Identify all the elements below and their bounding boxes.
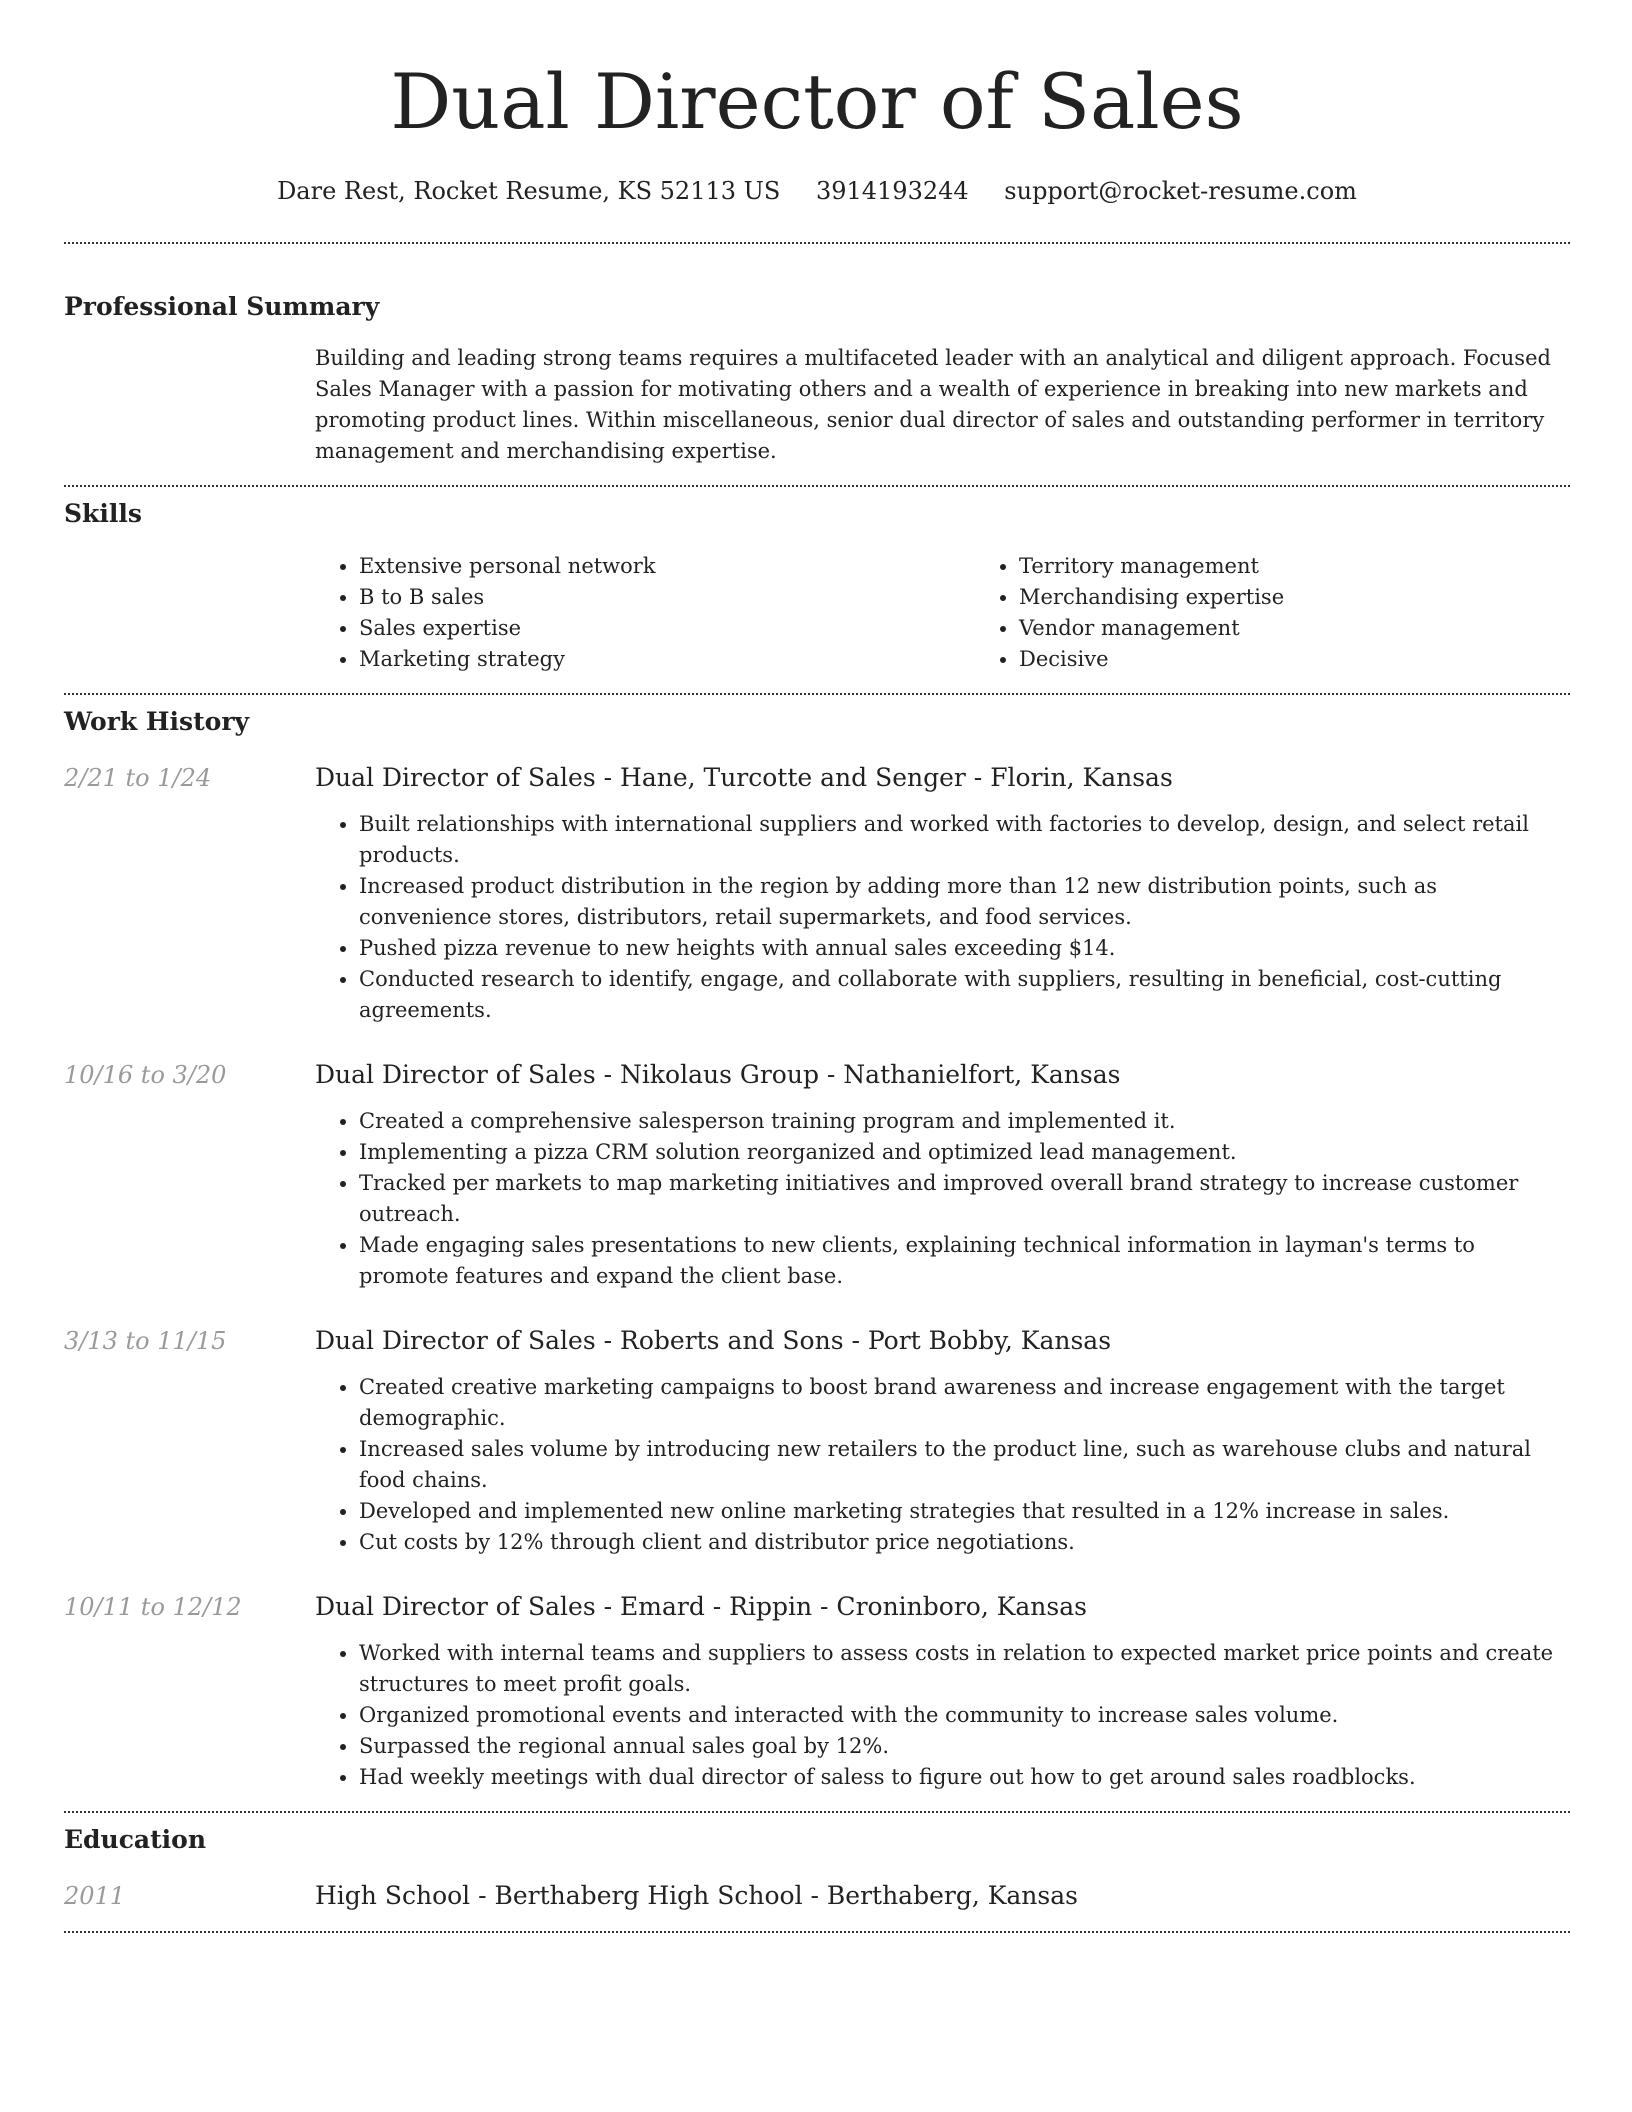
skill-item: • Marketing strategy	[359, 644, 975, 675]
job-bullet: • Made engaging sales presentations to new clients, explaining technical information in layman's terms to promote features and expand the client base.	[359, 1230, 1570, 1292]
skill-item: • B to B sales	[359, 582, 975, 613]
job-dates: 3/13 to 11/15	[64, 1327, 227, 1355]
job-bullet: • Created a comprehensive salesperson training program and implemented it.	[359, 1106, 1570, 1137]
skills-list-right	[975, 551, 1632, 675]
job-heading: Dual Director of Sales - Nikolaus Group - Nathanielfort, Kansas	[315, 1060, 1121, 1089]
job-entry	[64, 1324, 1570, 1558]
summary-text: Building and leading strong teams requires a multifaceted leader with an analytical and diligent approach. Focused Sales Manager with a passion for motivating others and a wealth of experience in breaking into new markets and promoting product lines. Within miscellaneous, senior dual director of sales and outstanding performer in territory management and merchandising expertise.	[315, 346, 1551, 463]
summary-left-spacer	[64, 343, 315, 467]
contact-email: support@rocket-resume.com	[1004, 177, 1357, 205]
contact-address: Dare Rest, Rocket Resume, KS 52113 US	[277, 177, 781, 205]
job-bullet: • Developed and implemented new online marketing strategies that resulted in a 12% increase in sales.	[359, 1496, 1570, 1527]
skills-section	[64, 497, 1570, 675]
job-bullet: • Increased sales volume by introducing new retailers to the product line, such as warehouse clubs and natural food chains.	[359, 1434, 1570, 1496]
job-bullet: • Cut costs by 12% through client and distributor price negotiations.	[359, 1527, 1570, 1558]
job-bullets	[315, 1638, 1570, 1793]
job-bullet: • Conducted research to identify, engage, and collaborate with suppliers, resulting in beneficial, cost-cutting agreements.	[359, 964, 1570, 1026]
job-bullet: • Surpassed the regional annual sales goal by 12%.	[359, 1731, 1570, 1762]
job-heading: Dual Director of Sales - Hane, Turcotte and Senger - Florin, Kansas	[315, 763, 1173, 792]
job-bullets	[315, 809, 1570, 1026]
summary-row	[64, 343, 1570, 467]
resume-page	[64, 0, 1570, 1933]
job-bullet: • Pushed pizza revenue to new heights with annual sales exceeding $14.	[359, 933, 1570, 964]
job-entry	[64, 1058, 1570, 1292]
summary-body	[315, 343, 1570, 467]
skills-left-spacer	[64, 551, 315, 675]
skills-list-left	[315, 551, 975, 675]
summary-section	[64, 290, 1570, 467]
job-dates: 10/11 to 12/12	[64, 1593, 242, 1621]
summary-heading: Professional Summary	[64, 292, 380, 321]
skill-item: • Territory management	[1019, 551, 1632, 582]
divider	[64, 693, 1570, 695]
education-heading: Education	[64, 1825, 207, 1854]
job-body	[315, 1058, 1570, 1292]
resume-name-title: Dual Director of Sales	[390, 57, 1244, 146]
job-bullet: • Increased product distribution in the region by adding more than 12 new distribution points, such as convenience stores, distributors, retail supermarkets, and food services.	[359, 871, 1570, 933]
work-history-heading: Work History	[64, 707, 250, 736]
divider	[64, 1811, 1570, 1813]
job-dates: 2/21 to 1/24	[64, 764, 212, 792]
job-bullet: • Organized promotional events and interacted with the community to increase sales volume.	[359, 1700, 1570, 1731]
skills-row	[64, 551, 1570, 675]
job-body	[315, 1590, 1570, 1793]
education-entry	[64, 1879, 1570, 1913]
job-dates: 10/16 to 3/20	[64, 1061, 227, 1089]
job-bullet: • Created creative marketing campaigns to boost brand awareness and increase engagement with the target demographic.	[359, 1372, 1570, 1434]
skills-columns	[315, 551, 1632, 675]
divider	[64, 1931, 1570, 1933]
job-bullet: • Tracked per markets to map marketing initiatives and improved overall brand strategy to increase customer outreach.	[359, 1168, 1570, 1230]
work-history-section	[64, 705, 1570, 1793]
education-section	[64, 1823, 1570, 1913]
education-body	[315, 1879, 1570, 1913]
education-heading-line: High School - Berthaberg High School - Berthaberg, Kansas	[315, 1881, 1078, 1910]
education-year: 2011	[64, 1882, 126, 1910]
contact-phone: 3914193244	[815, 177, 969, 205]
job-body	[315, 761, 1570, 1026]
job-bullets	[315, 1106, 1570, 1292]
job-bullet: • Worked with internal teams and suppliers to assess costs in relation to expected market price points and create structures to meet profit goals.	[359, 1638, 1570, 1700]
job-bullets	[315, 1372, 1570, 1558]
skill-item: • Vendor management	[1019, 613, 1632, 644]
divider	[64, 242, 1570, 244]
skill-item: • Sales expertise	[359, 613, 975, 644]
job-body	[315, 1324, 1570, 1558]
job-bullet: • Had weekly meetings with dual director of saless to figure out how to get around sales roadblocks.	[359, 1762, 1570, 1793]
contact-line	[64, 174, 1570, 208]
job-entry	[64, 1590, 1570, 1793]
skill-item: • Decisive	[1019, 644, 1632, 675]
divider	[64, 485, 1570, 487]
job-bullet: • Implementing a pizza CRM solution reorganized and optimized lead management.	[359, 1137, 1570, 1168]
job-heading: Dual Director of Sales - Emard - Rippin - Croninboro, Kansas	[315, 1592, 1087, 1621]
job-bullet: • Built relationships with international suppliers and worked with factories to develop, design, and select retail products.	[359, 809, 1570, 871]
job-entry	[64, 761, 1570, 1026]
skill-item: • Extensive personal network	[359, 551, 975, 582]
job-heading: Dual Director of Sales - Roberts and Sons - Port Bobby, Kansas	[315, 1326, 1112, 1355]
skills-heading: Skills	[64, 499, 142, 528]
skill-item: • Merchandising expertise	[1019, 582, 1632, 613]
